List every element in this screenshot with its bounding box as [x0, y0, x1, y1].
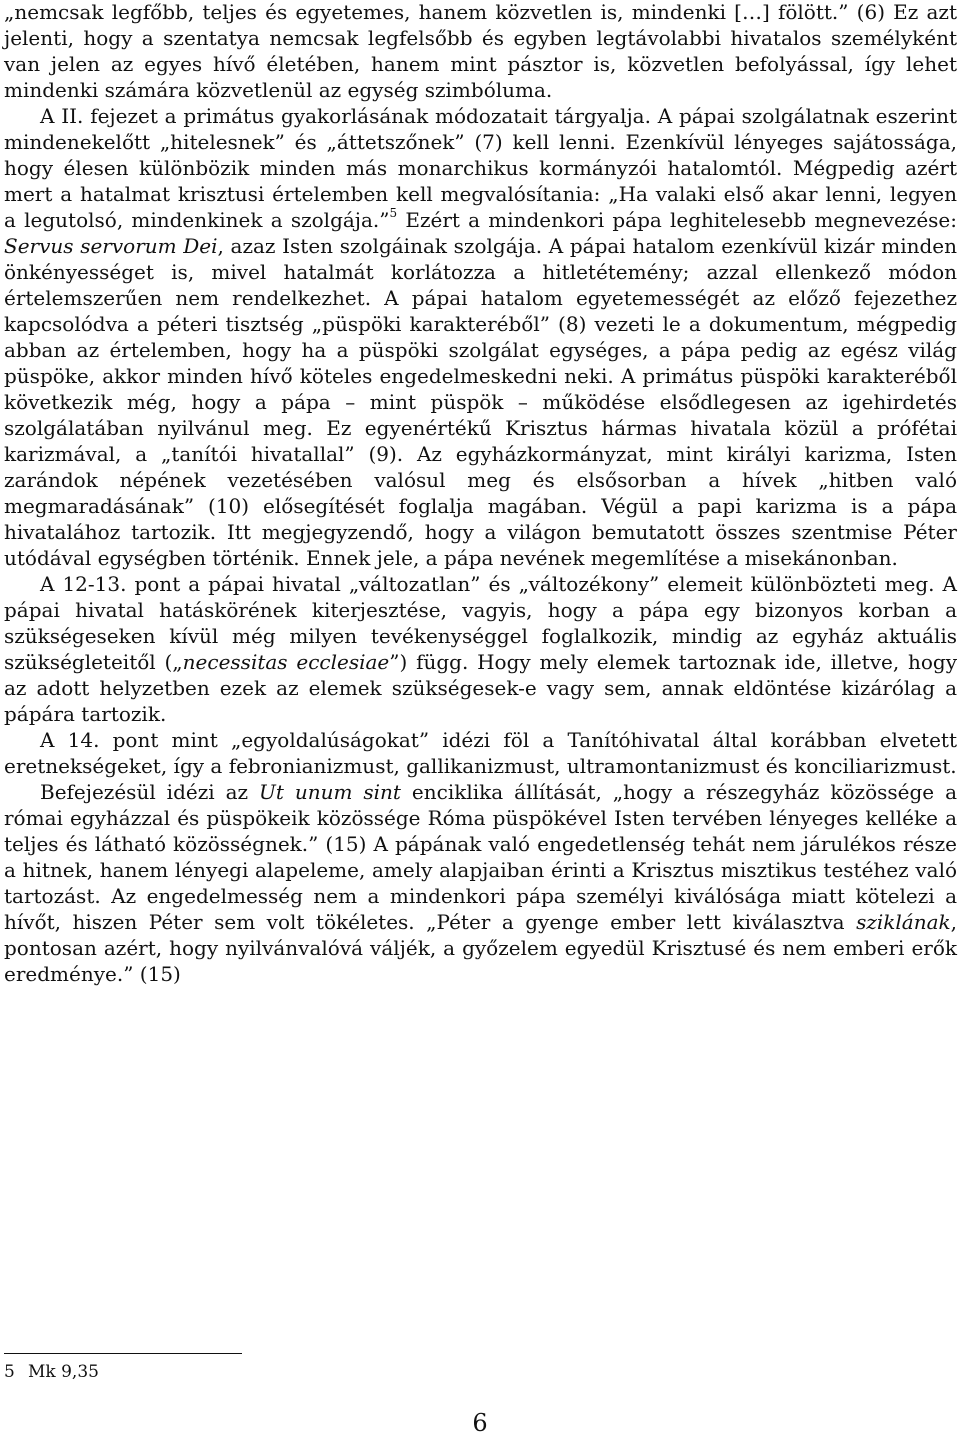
paragraph-1 — [4, 0, 957, 103]
paragraph-5-encyclical-title: Ut unum sint — [259, 780, 401, 804]
paragraph-2-latin-title: Servus servorum Dei — [4, 234, 218, 258]
paragraph-5-italic-word: sziklának — [856, 910, 951, 934]
paragraph-5-text-b: enciklika állítását, „hogy a részegyház közössége a római egyházzal és püspökeik közössége Róma püspökével Isten tervében lényeges kelléke a teljes és látható közösségnek.” (15) A pápának való engedetlenség tehát nem járulékos része a hitnek, hanem lényegi alapeleme, amely alapjaiban érinti a Krisztus misztikus testéhez való tartozást. Az engedelmesség nem a mindenkori pápa személyi kiválósága miatt kötelezi a hívőt, hiszen Péter sem volt tökéletes. „Péter a gyenge ember lett kiválasztva — [4, 780, 957, 934]
footnote — [4, 1362, 99, 1382]
paragraph-2-text-b: Ezért a mindenkori pápa leghitelesebb megnevezése: — [397, 208, 957, 232]
paragraph-4 — [4, 727, 957, 779]
paragraph-5 — [4, 779, 957, 987]
paragraph-2 — [4, 103, 957, 571]
footnote-divider — [4, 1353, 242, 1354]
footnote-number: 5 — [4, 1362, 15, 1382]
paragraph-4-text: A 14. pont mint „egyoldalúságokat” idézi föl a Tanítóhivatal által korábban elvetett eretnekségeket, így a febronianizmust, gallikanizmust, ultramontanizmust és konciliarizmust. — [4, 728, 957, 778]
paragraph-3-text-b: ”) függ. Hogy mely elemek tartoznak ide, illetve, hogy az adott helyzetben ezek az elemek szükségesek-e vagy sem, annak eldöntése kizárólag a pápára tartozik. — [4, 650, 958, 726]
footnote-reference: 5 — [389, 206, 398, 221]
paragraph-3 — [4, 571, 957, 727]
paragraph-2-text-c: , azaz Isten szolgáinak szolgája. A pápai hatalom ezenkívül kizár minden önkényességet is, mivel hatalmát korlátozza a hitletétemény; azzal ellenkező módon értelemszerűen nem rendelkezhet. A pápai hatalom egyetemességét az előző fejezethez kapcsolódva a péteri tisztség „püspöki karakteréből” (8) vezeti le a dokumentum, mégpedig abban az értelemben, hogy ha a püspöki szolgálat egységes, a pápa pedig az egész világ püspöke, akkor minden hívő köteles engedelmeskedni neki. A primátus püspöki karakteréből következik még, hogy a pápa – mint püspök – működése elsődlegesen az igehirdetés szolgálatában nyilvánul meg. Ez egyenértékű Krisztus hármas hivatala közül a prófétai karizmával, a „tanítói hivatallal” (9). Az egyházkormányzat, mint királyi karizma, Isten zarándok népének vezetésében valósul meg és elsősorban a hívek „hitben való megmaradásának” (10) elősegítését foglalja magában. Végül a papi karizma is a pápa hivatalához tartozik. Itt megjegyzendő, hogy a világon bemutatott összes szentmise Péter utódával egységben történik. Ennek jele, a pápa nevének megemlítése a misekánonban. — [4, 234, 957, 570]
paragraph-5-text-a: Befejezésül idézi az — [40, 780, 259, 804]
footnote-text: Mk 9,35 — [28, 1362, 99, 1382]
paragraph-1-text: „nemcsak legfőbb, teljes és egyetemes, hanem közvetlen is, mindenki […] fölött.” (6) Ez azt jelenti, hogy a szentatya nemcsak legfelsőbb és egyben legtávolabbi hivatalos személyként van jelen az egyes hívő életében, hanem mint pásztor is, közvetlen befolyással, így lehet mindenki számára közvetlenül az egység szimbóluma. — [4, 0, 957, 102]
paragraph-2-text-a: A II. fejezet a primátus gyakorlásának módozatait tárgyalja. A pápai szolgálatnak eszerint mindenekelőtt „hitelesnek” és „áttetszőnek” (7) kell lenni. Ezenkívül lényeges sajátossága, hogy élesen különbözik minden más monarchikus kormányzói hatalomtól. Mégpedig azért mert a hatalmat krisztusi értelemben kell megvalósítania: „Ha valaki első akar lenni, legyen a legutolsó, mindenkinek a szolgája.” — [4, 104, 957, 232]
paragraph-3-text-a: A 12-13. pont a pápai hivatal „változatlan” és „változékony” elemeit különbözteti meg. A pápai hivatal hatáskörének kiterjesztése, vagyis, hogy a pápa egy bizonyos korban a szükségeseken kívül még milyen tevékenységgel foglalkozik, mindig az egyház aktuális szükségleteitől („ — [4, 572, 957, 674]
body-text — [4, 0, 957, 987]
paragraph-5-text-c: , pontosan azért, hogy nyilvánvalóvá váljék, a győzelem egyedül Krisztusé és nem emberi erők eredménye.” (15) — [4, 910, 957, 986]
paragraph-3-latin-term: necessitas ecclesiae — [182, 650, 390, 674]
page-number: 6 — [472, 1409, 488, 1437]
